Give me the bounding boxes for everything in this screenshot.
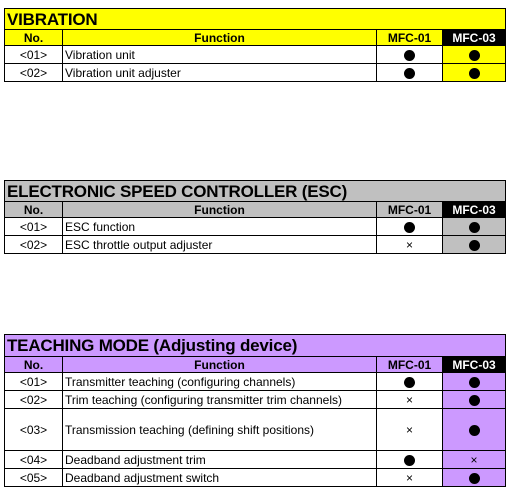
row-number: <04> bbox=[5, 451, 63, 469]
row-function: Vibration unit adjuster bbox=[63, 64, 377, 82]
mfc03-cell bbox=[443, 469, 506, 487]
row-function: Deadband adjustment trim bbox=[63, 451, 377, 469]
teaching-mode-table bbox=[4, 334, 506, 487]
table-row bbox=[5, 451, 506, 469]
row-number: <01> bbox=[5, 46, 63, 64]
not-supported-cross: × bbox=[470, 452, 478, 467]
mfc03-cell bbox=[443, 409, 506, 451]
mfc03-cell bbox=[443, 391, 506, 409]
supported-dot-icon bbox=[404, 50, 415, 61]
esc-table bbox=[4, 180, 506, 254]
col-header-mfc03: MFC-03 bbox=[443, 30, 506, 46]
row-function: Transmitter teaching (configuring channels) bbox=[63, 373, 377, 391]
col-header-function: Function bbox=[63, 357, 377, 373]
table-row bbox=[5, 469, 506, 487]
supported-dot-icon bbox=[469, 425, 480, 436]
row-number: <01> bbox=[5, 373, 63, 391]
mfc01-cell bbox=[377, 469, 443, 487]
row-number: <01> bbox=[5, 218, 63, 236]
row-function: Trim teaching (configuring transmitter trim channels) bbox=[63, 391, 377, 409]
row-number: <02> bbox=[5, 391, 63, 409]
section-title: ELECTRONIC SPEED CONTROLLER (ESC) bbox=[5, 181, 506, 202]
row-function: ESC function bbox=[63, 218, 377, 236]
not-supported-cross: × bbox=[405, 422, 413, 437]
supported-dot-icon bbox=[469, 50, 480, 61]
section-title: VIBRATION bbox=[5, 9, 506, 30]
col-header-mfc01: MFC-01 bbox=[377, 30, 443, 46]
row-number: <05> bbox=[5, 469, 63, 487]
supported-dot-icon bbox=[404, 68, 415, 79]
vibration-table bbox=[4, 8, 506, 82]
mfc01-cell bbox=[377, 64, 443, 82]
mfc03-cell bbox=[443, 46, 506, 64]
table-row bbox=[5, 236, 506, 254]
col-header-mfc01: MFC-01 bbox=[377, 202, 443, 218]
row-function: Vibration unit bbox=[63, 46, 377, 64]
row-function: Transmission teaching (defining shift positions) bbox=[63, 409, 377, 451]
mfc01-cell bbox=[377, 391, 443, 409]
mfc01-cell bbox=[377, 373, 443, 391]
table-row bbox=[5, 46, 506, 64]
col-header-function: Function bbox=[63, 30, 377, 46]
col-header-mfc01: MFC-01 bbox=[377, 357, 443, 373]
not-supported-cross: × bbox=[405, 392, 413, 407]
col-header-mfc03: MFC-03 bbox=[443, 357, 506, 373]
table-row bbox=[5, 391, 506, 409]
supported-dot-icon bbox=[469, 395, 480, 406]
mfc01-cell bbox=[377, 46, 443, 64]
row-function: Deadband adjustment switch bbox=[63, 469, 377, 487]
row-number: <02> bbox=[5, 64, 63, 82]
col-header-no: No. bbox=[5, 357, 63, 373]
mfc03-cell bbox=[443, 64, 506, 82]
mfc01-cell bbox=[377, 451, 443, 469]
supported-dot-icon bbox=[404, 377, 415, 388]
supported-dot-icon bbox=[469, 68, 480, 79]
not-supported-cross: × bbox=[405, 470, 413, 485]
col-header-no: No. bbox=[5, 30, 63, 46]
mfc01-cell bbox=[377, 218, 443, 236]
mfc03-cell bbox=[443, 451, 506, 469]
supported-dot-icon bbox=[469, 240, 480, 251]
supported-dot-icon bbox=[404, 222, 415, 233]
not-supported-cross: × bbox=[405, 237, 413, 252]
col-header-function: Function bbox=[63, 202, 377, 218]
table-row bbox=[5, 373, 506, 391]
row-number: <03> bbox=[5, 409, 63, 451]
col-header-no: No. bbox=[5, 202, 63, 218]
mfc01-cell bbox=[377, 409, 443, 451]
supported-dot-icon bbox=[404, 455, 415, 466]
supported-dot-icon bbox=[469, 473, 480, 484]
table-row bbox=[5, 409, 506, 451]
mfc03-cell bbox=[443, 236, 506, 254]
supported-dot-icon bbox=[469, 222, 480, 233]
mfc03-cell bbox=[443, 218, 506, 236]
table-row bbox=[5, 218, 506, 236]
supported-dot-icon bbox=[469, 377, 480, 388]
row-function: ESC throttle output adjuster bbox=[63, 236, 377, 254]
section-title: TEACHING MODE (Adjusting device) bbox=[5, 335, 506, 357]
mfc01-cell bbox=[377, 236, 443, 254]
col-header-mfc03: MFC-03 bbox=[443, 202, 506, 218]
row-number: <02> bbox=[5, 236, 63, 254]
mfc03-cell bbox=[443, 373, 506, 391]
table-row bbox=[5, 64, 506, 82]
